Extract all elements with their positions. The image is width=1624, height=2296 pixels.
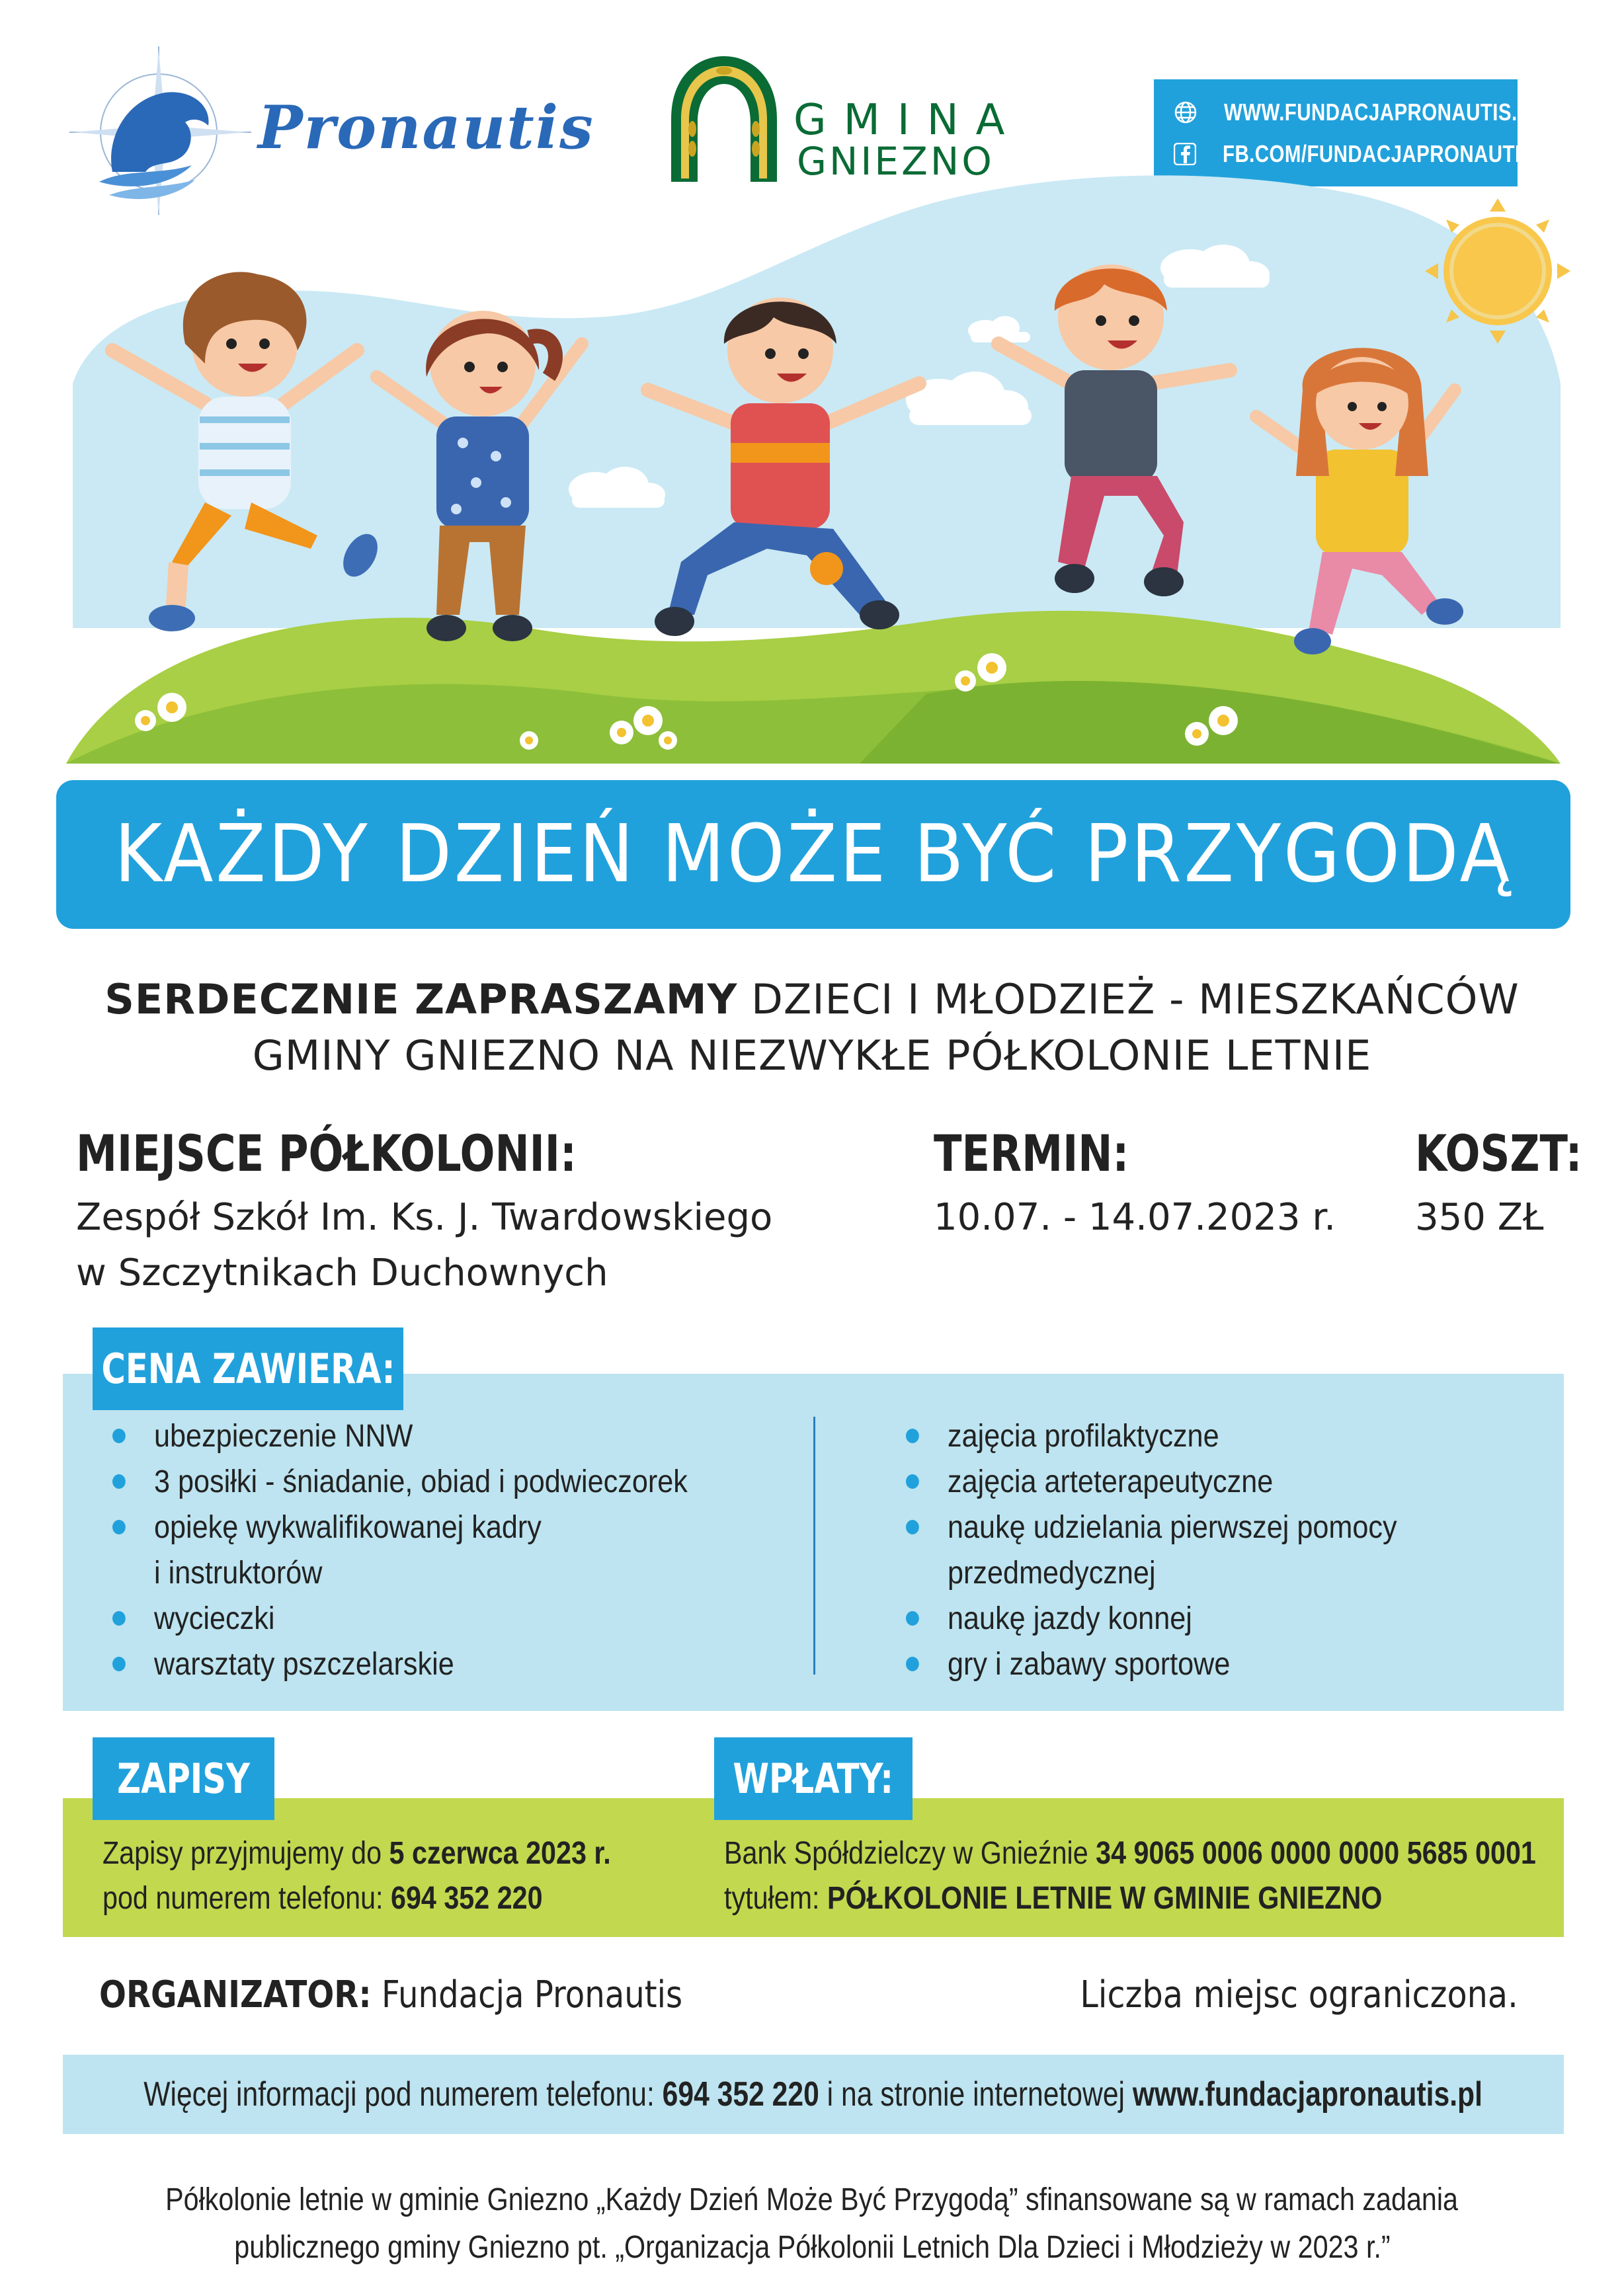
price-includes-tab xyxy=(93,1327,403,1410)
price-list-left xyxy=(112,1413,752,1687)
list-item: zajęcia arteterapeutyczne xyxy=(906,1459,1397,1505)
more-info-phone[interactable]: 694 352 220 xyxy=(663,2075,820,2114)
more-info-website-link[interactable]: www.fundacjapronautis.pl xyxy=(1133,2075,1483,2114)
cost-label: KOSZT: xyxy=(1415,1124,1582,1183)
globe-icon xyxy=(1174,100,1198,124)
cost-value: 350 ZŁ xyxy=(1415,1196,1544,1239)
payments-line2 xyxy=(724,1876,1446,1921)
payments-tab xyxy=(714,1737,913,1820)
facebook-link[interactable]: FB.COM/FUNDACJAPRONAUTIS xyxy=(1223,139,1534,167)
place-line1: Zespół Szkół Im. Ks. J. Twardowskiego xyxy=(76,1196,773,1239)
pronautis-logo-text: Pronautis xyxy=(258,93,594,163)
payments-title-label: tytułem: xyxy=(724,1881,827,1916)
payments-title-value: PÓŁKOLONIE LETNIE W GMINIE GNIEZNO xyxy=(827,1881,1383,1916)
payments-bank: Bank Spółdzielczy w Gnieźnie xyxy=(724,1836,1096,1871)
list-item: gry i zabawy sportowe xyxy=(906,1642,1397,1687)
price-includes-label: CENA ZAWIERA: xyxy=(101,1345,395,1393)
list-item-continuation: i instruktorów xyxy=(154,1556,323,1591)
signup-line2 xyxy=(102,1876,608,1921)
signup-line2-text: pod numerem telefonu: xyxy=(102,1881,391,1916)
title-banner xyxy=(56,780,1570,929)
sun-icon xyxy=(1425,198,1570,344)
main-title: KAŻDY DZIEŃ MOŻE BYĆ PRZYGODĄ xyxy=(114,809,1512,900)
footer-line2 xyxy=(0,2229,1624,2266)
list-item-continuation: przedmedycznej xyxy=(948,1556,1156,1591)
list-item: ubezpieczenie NNW xyxy=(112,1413,688,1459)
list-item: naukę udzielania pierwszej pomocy xyxy=(906,1505,1397,1550)
gmina-logo-line1: GMINA xyxy=(793,96,1022,145)
organizer-name: Fundacja Pronautis xyxy=(371,1973,683,2016)
website-row[interactable] xyxy=(1174,91,1543,133)
organizer-label: ORGANIZATOR: xyxy=(99,1973,372,2016)
place-label: MIEJSCE PÓŁKOLONII: xyxy=(76,1124,577,1183)
signup-line1-text: Zapisy przyjmujemy do xyxy=(102,1836,389,1871)
more-info-b: i na stronie internetowej xyxy=(819,2075,1133,2114)
signup-tab xyxy=(93,1737,274,1820)
list-item: naukę jazdy konnej xyxy=(906,1596,1397,1642)
payments-label: WPŁATY: xyxy=(733,1755,894,1803)
more-info-text xyxy=(144,2075,1483,2114)
signup-label: ZAPISY xyxy=(117,1755,250,1803)
website-link[interactable]: WWW.FUNDACJAPRONAUTIS.PL xyxy=(1224,98,1543,126)
invitation-bold: SERDECZNIE ZAPRASZAMY xyxy=(104,975,738,1023)
footer-line1 xyxy=(0,2182,1624,2218)
kids-jumping-illustration xyxy=(0,165,1624,773)
signup-phone[interactable]: 694 352 220 xyxy=(391,1881,543,1916)
term-value: 10.07. - 14.07.2023 r. xyxy=(934,1196,1336,1239)
signup-line1 xyxy=(102,1831,611,1876)
term-label: TERMIN: xyxy=(934,1124,1129,1183)
payments-line1 xyxy=(724,1831,1536,1876)
more-info-box xyxy=(63,2055,1564,2134)
list-item: zajęcia profilaktyczne xyxy=(906,1413,1397,1459)
more-info-a: Więcej informacji pod numerem telefonu: xyxy=(143,2075,663,2114)
payments-account-number: 34 9065 0006 0000 0000 5685 0001 xyxy=(1096,1836,1536,1871)
organizer-line xyxy=(99,1973,682,2016)
place-line2: w Szczytnikach Duchownych xyxy=(76,1251,608,1294)
footer-line1-text: Półkolonie letnie w gminie Gniezno „Każdy Dzień Może Być Przygodą” sfinansowane są w ramach zadania xyxy=(165,2182,1459,2217)
list-item: warsztaty pszczelarskie xyxy=(112,1642,688,1687)
list-item: opiekę wykwalifikowanej kadry xyxy=(112,1505,688,1550)
invitation-line2: GMINY GNIEZNO NA NIEZWYKŁE PÓŁKOLONIE LETNIE xyxy=(252,1031,1372,1080)
list-item: 3 posiłki - śniadanie, obiad i podwieczorek xyxy=(112,1459,688,1505)
limited-places-note: Liczba miejsc ograniczona. xyxy=(1080,1973,1518,2016)
price-includes-box xyxy=(63,1374,1564,1711)
gmina-logo-line2: GNIEZNO xyxy=(797,139,995,184)
price-list-right xyxy=(906,1413,1451,1687)
list-item: wycieczki xyxy=(112,1596,688,1642)
invitation-line1-rest: DZIECI I MŁODZIEŻ - MIESZKAŃCÓW xyxy=(737,975,1520,1023)
column-divider xyxy=(813,1417,815,1675)
invitation-line1 xyxy=(0,975,1624,1023)
footer-line2-text: publicznego gminy Gniezno pt. „Organizacja Półkolonii Letnich Dla Dzieci i Młodzieży w 2023 r.” xyxy=(233,2230,1391,2265)
signup-deadline: 5 czerwca 2023 r. xyxy=(389,1836,611,1871)
facebook-icon xyxy=(1174,142,1196,166)
